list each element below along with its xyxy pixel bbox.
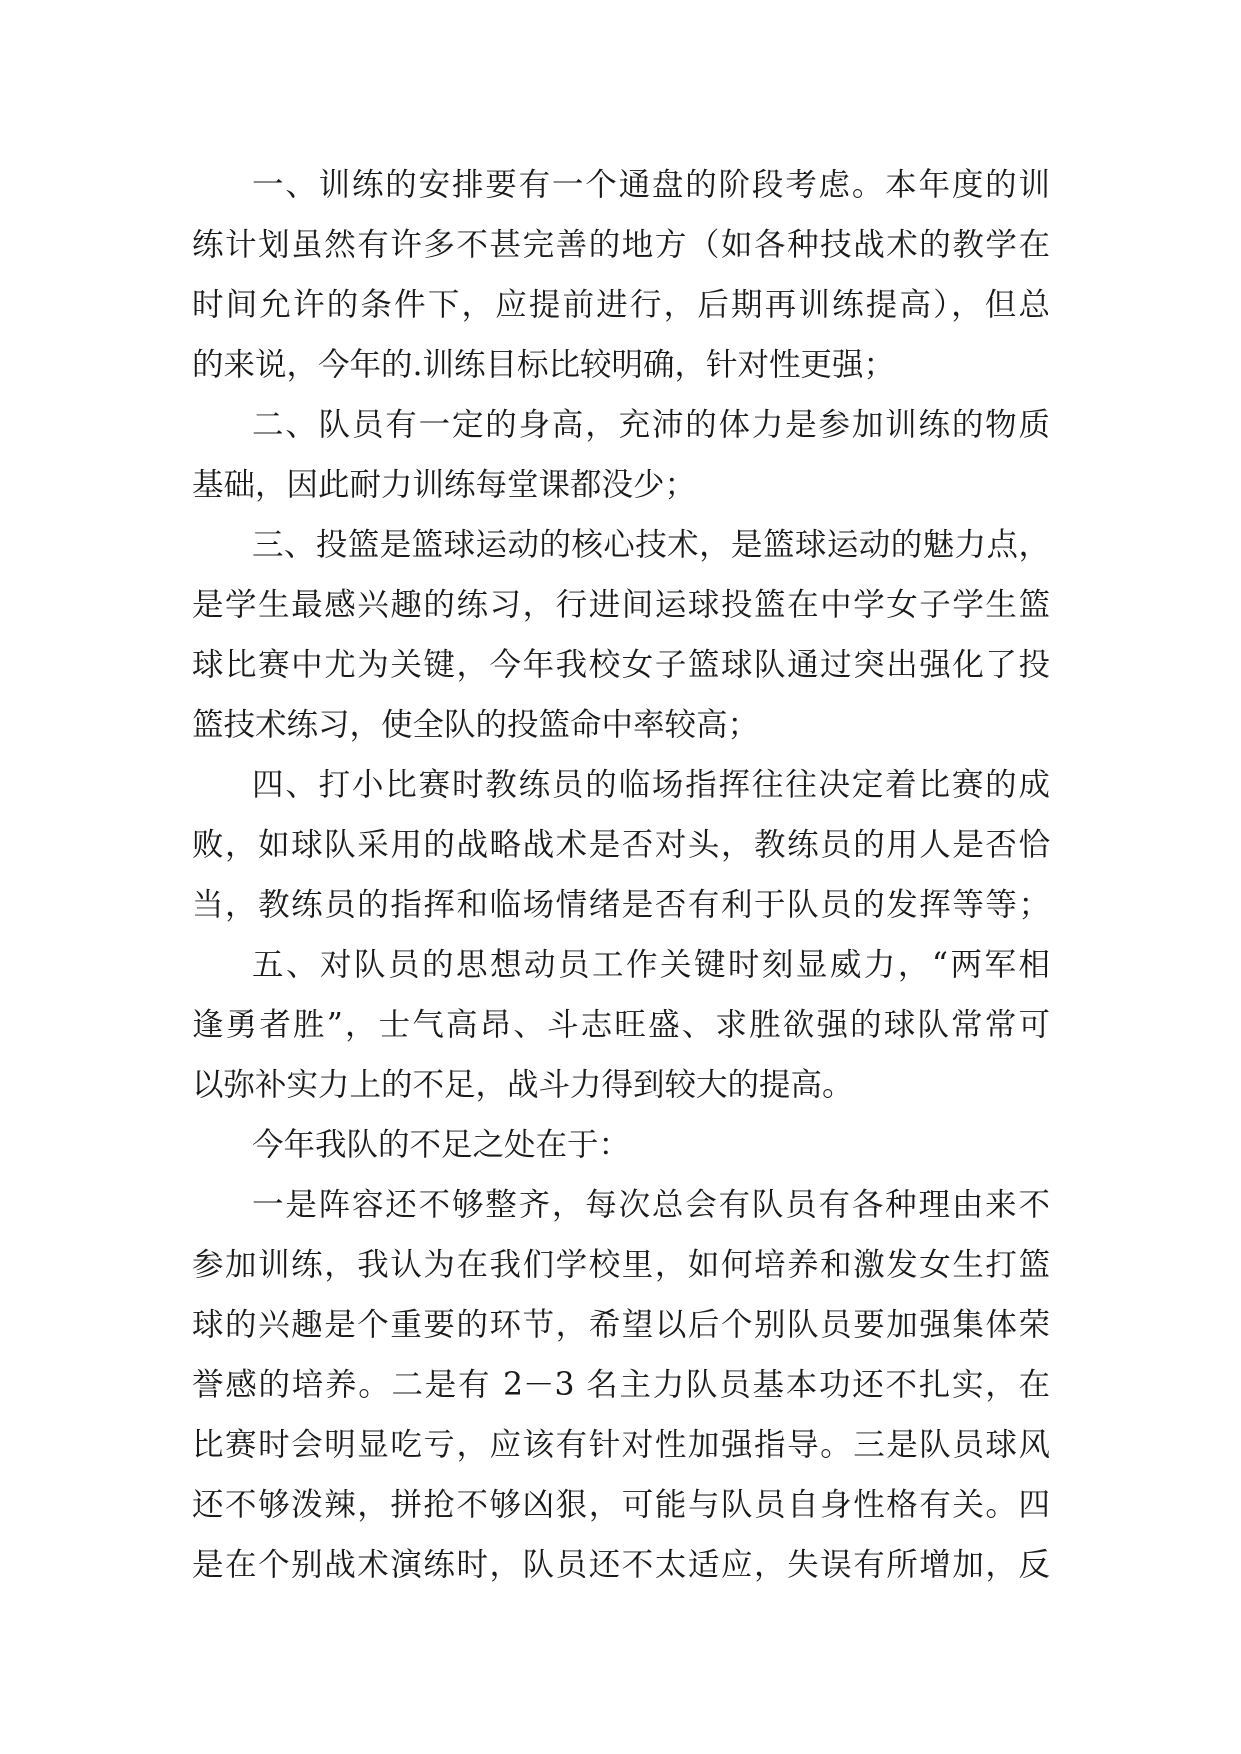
text-line [0,755,1241,815]
text-line-content: 当，教练员的指挥和临场情绪是否有利于队员的发挥等等； [192,887,1050,923]
text-line [0,215,1241,275]
text-line-content: 一、训练的安排要有一个通盘的阶段考虑。本年度的训 [252,167,1050,203]
text-line [0,395,1241,455]
text-line [0,1415,1241,1475]
text-line [0,275,1241,335]
text-line [0,695,1241,755]
text-line [0,335,1241,395]
text-line [0,875,1241,935]
text-line-content: 练计划虽然有许多不甚完善的地方（如各种技战术的教学在 [192,227,1050,263]
text-line-content: 球比赛中尤为关键，今年我校女子篮球队通过突出强化了投 [192,647,1050,683]
text-line-content: 四、打小比赛时教练员的临场指挥往往决定着比赛的成 [252,767,1050,803]
text-line [0,1115,1241,1175]
text-line [0,1175,1241,1235]
text-line-content: 比赛时会明显吃亏，应该有针对性加强指导。三是队员球风 [192,1427,1050,1463]
text-line-content: 二、队员有一定的身高，充沛的体力是参加训练的物质 [252,407,1050,443]
text-line [0,575,1241,635]
text-line [0,635,1241,695]
text-line-content: 逢勇者胜”，士气高昂、斗志旺盛、求胜欲强的球队常常可 [192,1007,1050,1043]
text-line-content: 的来说，今年的.训练目标比较明确，针对性更强； [192,347,896,383]
text-line [0,815,1241,875]
text-line [0,455,1241,515]
text-line-content: 时间允许的条件下，应提前进行，后期再训练提高），但总 [192,287,1050,323]
text-line-content: 败，如球队采用的战略战术是否对头，教练员的用人是否恰 [192,827,1050,863]
text-line [0,995,1241,1055]
text-line-content: 三、投篮是篮球运动的核心技术，是篮球运动的魅力点， [252,527,1050,563]
text-line-content: 今年我队的不足之处在于： [252,1127,631,1163]
text-line-content: 参加训练，我认为在我们学校里，如何培养和激发女生打篮 [192,1247,1050,1283]
text-line [0,1475,1241,1535]
text-line-content: 篮技术练习，使全队的投篮命中率较高； [192,707,760,743]
text-line [0,515,1241,575]
text-line [0,1535,1241,1595]
text-line-content: 球的兴趣是个重要的环节，希望以后个别队员要加强集体荣 [192,1307,1050,1343]
text-line [0,1295,1241,1355]
text-line-content: 是学生最感兴趣的练习，行进间运球投篮在中学女子学生篮 [192,587,1050,623]
text-line [0,1355,1241,1415]
text-line-content: 是在个别战术演练时，队员还不太适应，失误有所增加，反 [192,1547,1050,1583]
text-line [0,155,1241,215]
text-line-content: 以弥补实力上的不足，战斗力得到较大的提高。 [192,1067,854,1103]
text-line-content: 还不够泼辣，拼抢不够凶狠，可能与队员自身性格有关。四 [192,1487,1050,1523]
text-line [0,935,1241,995]
text-line-content: 一是阵容还不够整齐，每次总会有队员有各种理由来不 [252,1187,1050,1223]
text-line-content: 五、对队员的思想动员工作关键时刻显威力，“两军相 [252,947,1050,983]
text-line [0,1055,1241,1115]
text-line-content: 基础，因此耐力训练每堂课都没少； [192,467,697,503]
text-line [0,1235,1241,1295]
text-line-content: 誉感的培养。二是有 2－3 名主力队员基本功还不扎实，在 [192,1367,1050,1403]
